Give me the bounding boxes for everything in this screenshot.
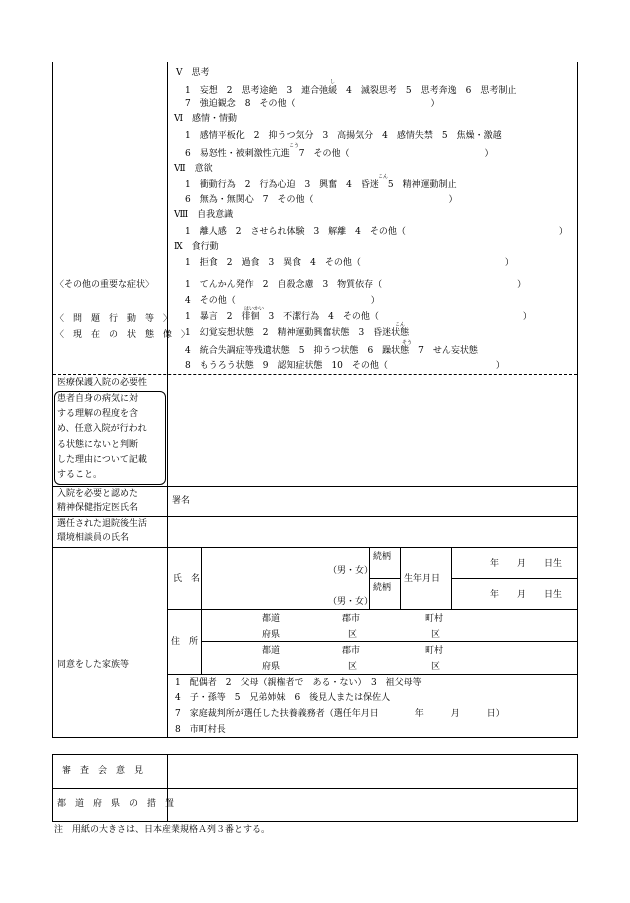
- symptom-line: 6 易怒性・被刺激性亢進 7 その他（ ）: [185, 149, 494, 159]
- symptom-line: Ⅴ 思考: [176, 68, 210, 78]
- symptom-line: Ⅷ 自我意識: [174, 210, 234, 220]
- name-label: 氏 名: [173, 574, 201, 584]
- relation-label: 続柄: [373, 583, 392, 593]
- address-town: 区: [431, 630, 441, 640]
- symptom-line: 1 離人感 2 させられ体験 3 解離 4 その他（ ）: [185, 227, 568, 237]
- review-opinion-label: 審 査 会 意 見: [62, 766, 144, 776]
- prefecture-measure-label: 都 道 府 県 の 措 置: [57, 799, 175, 809]
- ruby-sou: そう: [402, 340, 413, 346]
- relationship-option[interactable]: 7 家庭裁判所が選任した扶養義務者（選任年月日 年 月 日）: [175, 709, 505, 719]
- status-line: 4 統合失調症等残遺状態 5 抑うつ状態 6 躁状態 7 せん妄状態: [185, 346, 478, 356]
- address-prefecture: 府県: [262, 662, 281, 672]
- necessity-line: する理解の程度を含: [57, 409, 139, 419]
- address-prefecture: 府県: [262, 630, 281, 640]
- symptom-line: 1 妄想 2 思考途絶 3 連合弛緩 4 滅裂思考 5 思考奔逸 6 思考制止: [185, 86, 517, 96]
- review-opinion-field[interactable]: [168, 755, 576, 787]
- birthdate-value[interactable]: 年 月 日生: [490, 559, 563, 569]
- prefecture-measure-field[interactable]: [168, 789, 576, 820]
- label-problem-behavior: 〈 問 題 行 動 等 〉: [55, 314, 173, 324]
- signature-label: 署名: [172, 496, 191, 506]
- address-town: 町村: [425, 614, 444, 624]
- counselor-name-field[interactable]: [168, 517, 576, 546]
- ruby-haikai: はいかい: [244, 306, 265, 312]
- necessity-field[interactable]: [168, 375, 577, 486]
- relation-label: 続柄: [373, 552, 392, 562]
- birthdate-label: 生年月日: [404, 574, 441, 584]
- symptom-line: 6 無為・無関心 7 その他（ ）: [185, 195, 458, 205]
- behavior-line: 1 暴言 2 徘徊 3 不潔行為 4 その他（ ）: [185, 312, 532, 322]
- necessity-line: 患者自身の病気に対: [57, 394, 139, 404]
- family-label: 同意をした家族等: [57, 660, 130, 670]
- other-symptoms-line: 4 その他（ ）: [185, 296, 380, 306]
- relationship-option[interactable]: 8 市町村長: [175, 725, 226, 735]
- footnote: 注 用紙の大きさは、日本産業規格Ａ列３番とする。: [54, 825, 271, 835]
- address-label: 住 所: [171, 637, 199, 647]
- symptom-line: 1 拒食 2 過食 3 異食 4 その他（ ）: [185, 258, 514, 268]
- doctor-signature-field[interactable]: [200, 487, 576, 515]
- symptom-line: 7 強迫観念 8 その他（ ）: [185, 99, 440, 109]
- ruby-konmei2: こん: [395, 322, 406, 328]
- doctor-label: 精神保健指定医氏名: [57, 503, 139, 513]
- gender-option[interactable]: （男・女）: [328, 566, 374, 576]
- other-symptoms-line: 1 てんかん発作 2 自殺念慮 3 物質依存（ ）: [185, 280, 527, 290]
- necessity-title: 医療保護入院の必要性: [57, 378, 148, 388]
- address-town: 町村: [425, 646, 444, 656]
- address-town: 区: [431, 662, 441, 672]
- doctor-label: 入院を必要と認めた: [57, 489, 139, 499]
- address-prefecture: 都道: [262, 646, 281, 656]
- symptom-line: 1 感情平板化 2 抑うつ気分 3 高揚気分 4 感情失禁 5 焦燥・激越: [185, 131, 502, 141]
- ruby-shikan: し: [330, 79, 336, 85]
- symptom-line: Ⅸ 食行動: [174, 242, 219, 252]
- counselor-label: 選任された退院後生活: [57, 519, 148, 529]
- symptom-line: Ⅵ 感情・情動: [174, 114, 238, 124]
- gender-option[interactable]: （男・女）: [328, 597, 374, 607]
- status-line: 8 もうろう状態 9 認知症状態 10 その他（ ）: [185, 361, 505, 371]
- ruby-konmei: こん: [378, 174, 389, 180]
- ruby-kouken: こう: [289, 143, 300, 149]
- symptom-line: 1 衝動行為 2 行為心迫 3 興奮 4 昏迷 5 精神運動制止: [185, 180, 457, 190]
- status-line: 1 幻覚妄想状態 2 精神運動興奮状態 3 昏迷状態: [185, 328, 410, 338]
- label-current-status: 〈 現 在 の 状 態 像 〉: [55, 330, 191, 340]
- address-city: 郡市: [342, 646, 361, 656]
- necessity-line: る状態にないと判断: [57, 440, 139, 450]
- address-city: 郡市: [342, 614, 361, 624]
- address-city: 区: [348, 630, 358, 640]
- counselor-label: 環境相談員の氏名: [57, 533, 130, 543]
- relationship-option[interactable]: 1 配偶者 2 父母（親権者で ある・ない） 3 祖父母等: [175, 678, 422, 688]
- label-other-symptoms: 〈その他の重要な症状〉: [55, 280, 155, 290]
- necessity-line: すること。: [57, 470, 103, 480]
- birthdate-value[interactable]: 年 月 日生: [490, 590, 563, 600]
- symptom-line: Ⅶ 意欲: [174, 164, 213, 174]
- address-city: 区: [348, 662, 358, 672]
- necessity-line: した理由について記載: [57, 455, 147, 465]
- relationship-option[interactable]: 4 子・孫等 5 兄弟姉妹 6 後見人または保佐人: [175, 693, 391, 703]
- address-prefecture: 都道: [262, 614, 281, 624]
- necessity-line: め、任意入院が行われ: [57, 424, 147, 434]
